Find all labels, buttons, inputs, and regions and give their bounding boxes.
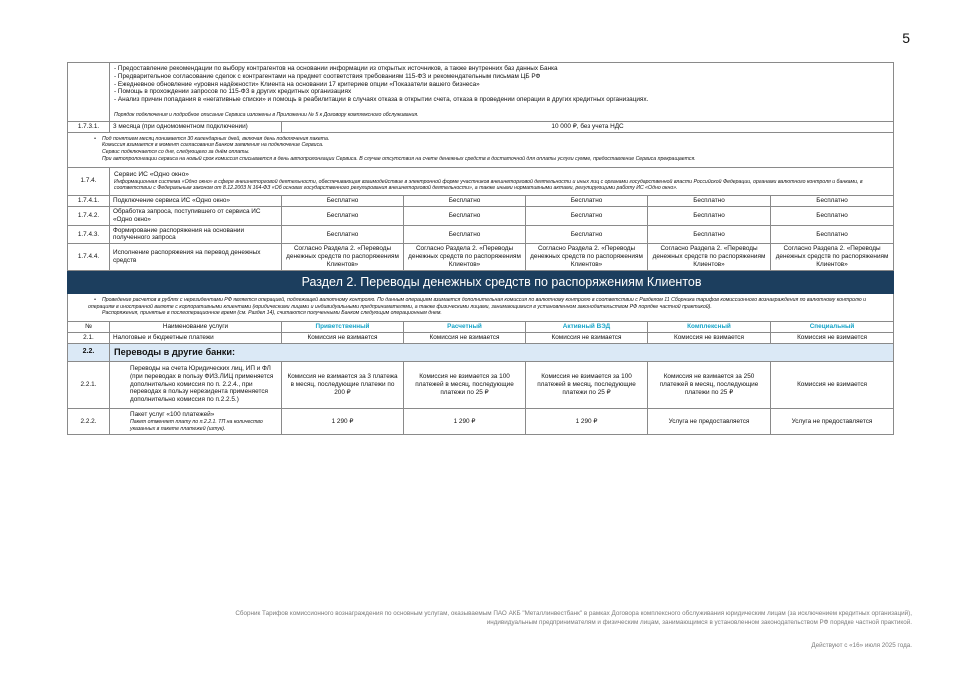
tariff-value: Бесплатно (771, 225, 894, 244)
service-price: 10 000 ₽, без учета НДС (282, 121, 894, 132)
service-name: Обработка запроса, поступившего от сервиса ИС «Одно окно» (110, 206, 282, 225)
column-header-row (68, 322, 894, 333)
tariff-value: Комиссия не взимается за 3 платежа в месяц, последующие платежи по 200 ₽ (282, 362, 404, 409)
service-one-window-cell (110, 167, 894, 196)
tariff-value: Комиссия не взимается (282, 332, 404, 343)
tariff-value: Согласно Раздела 2. «Переводы денежных средств по распоряжениям Клиентов» (648, 244, 771, 270)
tariff-value: Бесплатно (648, 196, 771, 207)
tariff-value: Комиссия не взимается (404, 332, 526, 343)
note-line: Распоряжения, принятые в послеоперационное время (см. Раздел 14), считаются полученными Банком следующим операционным днем. (102, 310, 442, 317)
table-row-1-7-3-1 (68, 121, 894, 132)
tariff-value: Бесплатно (648, 225, 771, 244)
service-name: Подключение сервиса ИС «Одно окно» (110, 196, 282, 207)
table-row-2-2-1 (68, 362, 894, 409)
service-name-cell (110, 409, 282, 435)
tariff-value: 1 290 ₽ (526, 409, 648, 435)
tariff-value: Бесплатно (526, 225, 648, 244)
row-number: 1.7.4.4. (68, 244, 110, 270)
footer-line: индивидуальным предпринимателям и физическим лицам, занимающимся в установленном законодательством РФ порядке частной практикой. (486, 619, 912, 627)
column-header-plan: Комплексный (648, 322, 771, 333)
tariff-value: Бесплатно (282, 196, 404, 207)
tariff-value: Бесплатно (526, 206, 648, 225)
footer-effective-date: Действуют с «16» июля 2025 года. (811, 642, 912, 649)
tariff-value: Согласно Раздела 2. «Переводы денежных средств по распоряжениям Клиентов» (282, 244, 404, 270)
column-header-plan: Расчетный (404, 322, 526, 333)
tariff-value: Услуга не предоставляется (648, 409, 771, 435)
tariff-value: Комиссия не взимается за 100 платежей в месяц, последующие платежи по 25 ₽ (404, 362, 526, 409)
service-description-cell (110, 63, 894, 122)
table-row-description-continuation (68, 63, 894, 122)
tariff-value: Согласно Раздела 2. «Переводы денежных средств по распоряжениям Клиентов» (771, 244, 894, 270)
service-description: Информационная система «Одно окно» в сфере внешнеторговой деятельности, обеспечивающая взаимодействие в электронной форме участников внешнеторговой деятельности и иных лиц с органами государственной власти Российской Федерации, органами валютного контроля и банками, в соответствии с Федеральным законом от 8.12.2003 N 164-ФЗ «Об основах государственного регулирования внешнеторговой деятельности», а также иными нормативными актами, регулирующими работу ИС «Одно окно». (114, 178, 863, 192)
section-notes-cell (68, 293, 894, 321)
note-line: Под понятием месяц понимается 30 календарных дней, включая день подключения пакета. (102, 135, 330, 142)
row-number: 2.1. (68, 332, 110, 343)
table-row-2-1 (68, 332, 894, 343)
tariff-value: Бесплатно (771, 206, 894, 225)
tariff-value: Бесплатно (282, 206, 404, 225)
section-title: Раздел 2. Переводы денежных средств по распоряжениям Клиентов (110, 270, 894, 293)
table-row-notes-1-7-3-1 (68, 132, 894, 167)
tariff-value: Согласно Раздела 2. «Переводы денежных средств по распоряжениям Клиентов» (526, 244, 648, 270)
tariff-value: Комиссия не взимается (526, 332, 648, 343)
row-number: 1.7.4.1. (68, 196, 110, 207)
notes-cell (68, 132, 894, 167)
tariff-value: Бесплатно (282, 225, 404, 244)
table-row-2-2-2 (68, 409, 894, 435)
section-2-header (68, 270, 894, 293)
column-header-plan: Приветственный (282, 322, 404, 333)
service-name: 3 месяца (при одномоментном подключении) (110, 121, 282, 132)
row-number: 2.2.1. (68, 362, 110, 409)
table-row-section-2-notes (68, 293, 894, 321)
subsection-title: Переводы в другие банки: (110, 343, 894, 361)
note-line: Комиссия взимается в момент согласования Банком заявления на подключение Сервиса. (102, 142, 324, 149)
note-line: Сервис подключается со дня, следующего за днём оплаты. (102, 149, 250, 156)
row-number: 2.2. (68, 343, 110, 361)
service-note: Пакет отменяет плату по п.2.2.1. ТП на количество указанных в пакете платежей (штук). (130, 418, 263, 432)
feature-bullet: - Предварительное согласование сделок с контрагентами на предмет соответствия требованиям 115-ФЗ и рекомендательным письмам ЦБ РФ (114, 72, 541, 80)
bullet-icon: • (94, 296, 96, 303)
tariff-value: Комиссия не взимается (771, 362, 894, 409)
column-header-plan: Специальный (771, 322, 894, 333)
note-line: При автопролонгации сервиса на новый срок комиссия списывается в день автопролонгации Сервиса. В случае отсутствия на счете денежных средств в достаточной для оплаты услуги сумме, предоставление Сервиса прекращается. (102, 155, 696, 162)
service-name: Исполнение распоряжения на перевод денежных средств (110, 244, 282, 270)
feature-bullet: - Помощь в прохождении запросов по 115-ФЗ в других кредитных организациях (114, 88, 352, 96)
page-number: 5 (902, 30, 910, 46)
service-name: Формирование распоряжения на основании полученного запроса (110, 225, 282, 244)
table-row-1-7-4-1 (68, 196, 894, 207)
tariff-value: Услуга не предоставляется (771, 409, 894, 435)
service-name: Налоговые и бюджетные платежи (110, 332, 282, 343)
tariff-value: 1 290 ₽ (282, 409, 404, 435)
tariff-value: 1 290 ₽ (404, 409, 526, 435)
note-line: Проведение расчетов в рублях с нерезидентами РФ является операцией, подлежащей валютному контролю. По данным операциям взимается дополнительная комиссия по валютному контролю в соответствии с Разделом 11 Сборника тарифов комиссионного вознаграждения по валютному контролю и операциям в иностранной валюте с корпоративными клиентами (юридическими лицами и индивидуальными предпринимателями, а также физическими лицами, занимающимися в установленном законодательством РФ порядке частной практикой). (88, 296, 866, 310)
table-row-1-7-4-3 (68, 225, 894, 244)
row-number: 1.7.4. (68, 167, 110, 196)
service-name: Пакет услуг «100 платежей» (130, 411, 215, 419)
table-row-1-7-4 (68, 167, 894, 196)
table-row-1-7-4-4 (68, 244, 894, 270)
tariff-value: Бесплатно (404, 225, 526, 244)
tariff-value: Бесплатно (404, 206, 526, 225)
column-header-number: № (68, 322, 110, 333)
row-number: 2.2.2. (68, 409, 110, 435)
tariff-value: Комиссия не взимается (648, 332, 771, 343)
service-title: Сервис ИС «Одно окно» (114, 170, 189, 178)
tariff-value: Комиссия не взимается за 250 платежей в месяц, последующие платежи по 25 ₽ (648, 362, 771, 409)
column-header-name: Наименование услуги (110, 322, 282, 333)
tariff-value: Бесплатно (771, 196, 894, 207)
feature-bullet: - Предоставление рекомендации по выбору контрагентов на основании информации из открытых источников, а также внутренних баз данных Банка (114, 65, 558, 72)
tariff-value: Согласно Раздела 2. «Переводы денежных средств по распоряжениям Клиентов» (404, 244, 526, 270)
row-number: 1.7.4.3. (68, 225, 110, 244)
tariff-value: Комиссия не взимается за 100 платежей в месяц, последующие платежи по 25 ₽ (526, 362, 648, 409)
connection-note: Порядок подключения и подробное описание Сервиса изложены в Приложении № 5 к Договору комплексного обслуживания. (114, 112, 419, 119)
table-row-2-2 (68, 343, 894, 361)
service-name: Переводы на счета Юридических лиц, ИП и ФЛ (при переводах в пользу ФИЗ.ЛИЦ применяется дополнительно комиссия по п. 2.2.4., при переводах в пользу нерезидента применяется дополнительно комиссия по п.2.2.5.) (110, 362, 282, 409)
tariff-value: Бесплатно (648, 206, 771, 225)
feature-bullet: - Анализ причин попадания в «негативные списки» и помощь в реабилитации в случаях отказа в открытии счета, отказа в проведении операции в других кредитных организациях. (114, 96, 649, 104)
tariff-value: Бесплатно (526, 196, 648, 207)
footer-description (60, 609, 912, 627)
tariff-value: Бесплатно (404, 196, 526, 207)
feature-bullet: - Ежедневное обновление «уровня надёжности» Клиента на основании 17 критериев опции «Показатели вашего бизнеса» (114, 80, 480, 88)
footer-line: Сборник Тарифов комиссионного вознаграждения по основным услугам, оказываемым ПАО АКБ "Металлинвестбанк" в рамках Договора комплексного обслуживания юридическим лицам (за исключением кредитных организаций), (235, 610, 912, 617)
table-row-1-7-4-2 (68, 206, 894, 225)
tariff-table (67, 62, 894, 435)
column-header-plan: Активный ВЭД (526, 322, 648, 333)
tariff-value: Комиссия не взимается (771, 332, 894, 343)
bullet-icon: • (94, 135, 96, 142)
row-number: 1.7.3.1. (68, 121, 110, 132)
row-number: 1.7.4.2. (68, 206, 110, 225)
